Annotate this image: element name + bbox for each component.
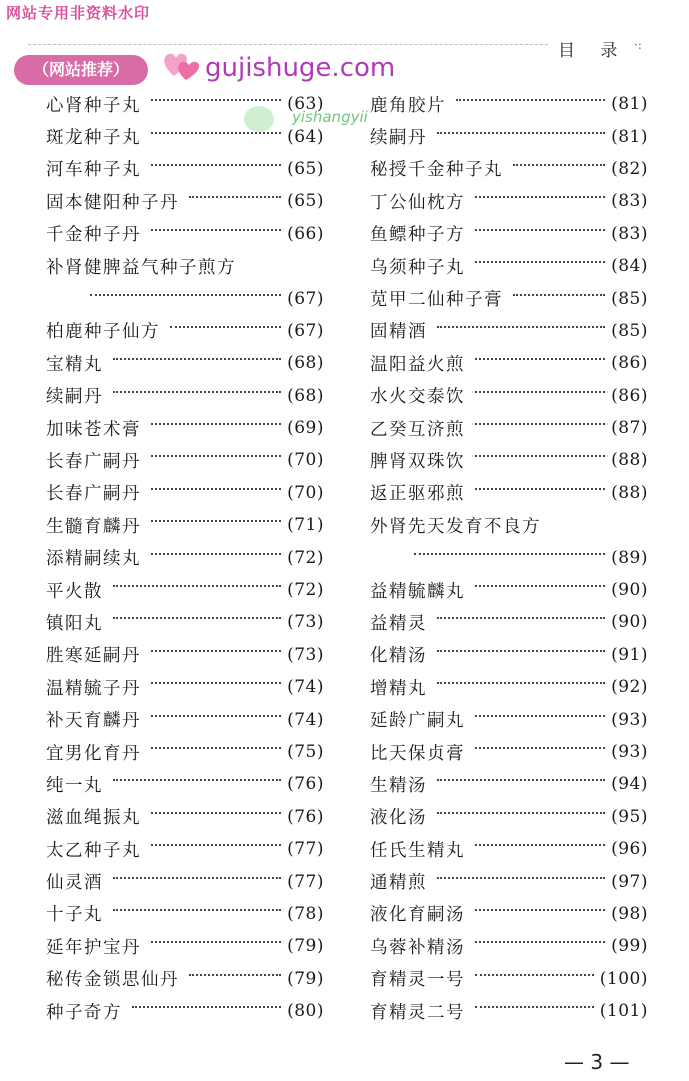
watermark-sub: yishangyii — [292, 108, 368, 126]
dot-leader — [113, 877, 281, 879]
toc-entry-title: 化精汤 — [370, 646, 427, 667]
dot-leader — [437, 326, 605, 328]
toc-entry-page: (95) — [611, 806, 648, 827]
toc-entry-title: 温阳益火煎 — [370, 354, 465, 375]
toc-entry — [46, 541, 324, 573]
toc-entry-page: (63) — [287, 94, 324, 115]
toc-entry-page: (82) — [611, 158, 648, 179]
toc-entry-title: 液化汤 — [370, 808, 427, 829]
toc-entry-title: 温精毓子丹 — [46, 678, 141, 699]
toc-entry-page: (77) — [287, 871, 324, 892]
toc-entry — [46, 801, 324, 833]
toc-entry-page: (78) — [287, 903, 324, 924]
toc-entry-title: 任氏生精丸 — [370, 840, 465, 861]
toc-entry-page: (73) — [287, 612, 324, 633]
toc-entry-title: 外肾先天发育不良方 — [370, 516, 541, 537]
dot-leader — [437, 132, 605, 134]
toc-entry-page: (84) — [611, 256, 648, 277]
dot-leader — [475, 358, 605, 360]
dot-leader — [475, 455, 605, 457]
toc-entry-page: (66) — [287, 223, 324, 244]
toc-entry-page: (76) — [287, 806, 324, 827]
toc-entry-page: (90) — [611, 612, 648, 633]
toc-entry-page: (83) — [611, 191, 648, 212]
dot-leader — [90, 294, 281, 296]
dot-leader — [437, 650, 605, 652]
toc-entry — [46, 898, 324, 930]
toc-entry-title: 鹿角胶片 — [370, 95, 446, 116]
toc-entry — [370, 412, 648, 444]
toc-entry — [46, 315, 324, 347]
dot-leader — [151, 488, 281, 490]
toc-entry-title: 通精煎 — [370, 873, 427, 894]
toc-entry — [46, 88, 324, 120]
toc-entry-title: 生髓育麟丹 — [46, 516, 141, 537]
toc-entry-page: (94) — [611, 774, 648, 795]
dot-leader — [151, 229, 281, 231]
toc-entry — [46, 963, 324, 995]
toc-entry-title: 益精灵 — [370, 613, 427, 634]
toc-entry — [46, 444, 324, 476]
toc-entry-title: 宜男化育丹 — [46, 743, 141, 764]
toc-entry-page: (93) — [611, 742, 648, 762]
toc-entry — [370, 671, 648, 703]
dot-leader — [151, 132, 281, 134]
toc-entry — [370, 995, 648, 1027]
toc-entry — [46, 574, 324, 606]
toc-entry-page: (65) — [287, 191, 324, 212]
toc-entry-page: (73) — [287, 644, 324, 665]
toc-entry — [370, 930, 648, 962]
watermark-site: gujishuge.com — [205, 53, 396, 83]
watermark-text: 网站专用非资料水印 — [6, 4, 151, 22]
toc-entry-title: 河车种子丸 — [46, 160, 141, 181]
toc-entry-title: 比天保贞膏 — [370, 743, 465, 764]
toc-entry-title: 千金种子丹 — [46, 225, 141, 246]
toc-entry — [370, 736, 648, 768]
dot-leader — [437, 812, 605, 814]
dot-leader — [151, 164, 281, 166]
toc-entry-page: (65) — [287, 158, 324, 179]
toc-entry — [46, 250, 324, 282]
toc-entry — [370, 282, 648, 314]
toc-entry — [46, 995, 324, 1027]
toc-entry-page: (69) — [287, 418, 324, 439]
dot-leader — [437, 877, 605, 879]
toc-entry-page: (88) — [611, 450, 648, 471]
toc-entry-title: 乙癸互济煎 — [370, 419, 465, 440]
toc-entry — [46, 153, 324, 185]
toc-entry-page: (92) — [611, 677, 648, 698]
dot-leader — [437, 779, 605, 781]
toc-entry-title: 益精毓麟丸 — [370, 581, 465, 602]
toc-entry-page: (68) — [287, 385, 324, 406]
dot-leader — [151, 682, 281, 684]
toc-entry-page: (79) — [287, 968, 324, 989]
toc-entry-page: (83) — [611, 223, 648, 244]
toc-entry — [370, 898, 648, 930]
dot-leader — [513, 294, 605, 296]
toc-entry — [370, 801, 648, 833]
toc-entry-page: (81) — [611, 126, 648, 147]
toc-right-column — [370, 88, 648, 1027]
toc-entry-page: (72) — [287, 547, 324, 568]
dot-leader — [151, 812, 281, 814]
toc-entry — [46, 865, 324, 897]
toc-entry-title: 育精灵一号 — [370, 970, 465, 991]
toc-entry-page: (70) — [287, 482, 324, 503]
dot-leader — [475, 391, 605, 393]
toc-entry — [46, 639, 324, 671]
toc-entry-title: 秘传金锁思仙丹 — [46, 970, 179, 991]
dot-leader — [189, 196, 281, 198]
toc-entry — [370, 185, 648, 217]
toc-entry-page: (99) — [611, 936, 648, 957]
dot-leader — [475, 747, 605, 749]
dot-leader — [475, 261, 605, 263]
dot-leader — [475, 844, 605, 846]
toc-entry — [46, 412, 324, 444]
dot-leader — [151, 941, 281, 943]
page-header-title: 目 录 — [558, 41, 628, 61]
toc-entry-title: 太乙种子丸 — [46, 840, 141, 861]
header-mark: ·: — [634, 38, 642, 52]
toc-entry — [370, 833, 648, 865]
toc-entry-page: (85) — [611, 288, 648, 309]
toc-entry-title: 返正驱邪煎 — [370, 484, 465, 505]
toc-entry — [46, 703, 324, 735]
toc-entry — [370, 606, 648, 638]
dot-leader — [113, 909, 281, 911]
toc-entry-page: (86) — [611, 385, 648, 406]
toc-entry — [370, 218, 648, 250]
toc-entry — [46, 347, 324, 379]
site-recommend-badge: （网站推荐） — [14, 55, 148, 85]
toc-entry — [46, 606, 324, 638]
dot-leader — [113, 391, 281, 393]
toc-entry-page: (71) — [287, 515, 324, 536]
toc-entry-page: (101) — [599, 1001, 648, 1022]
toc-entry-title: 秘授千金种子丸 — [370, 160, 503, 181]
toc-entry-page: (98) — [611, 903, 648, 924]
toc-entry-title: 延年护宝丹 — [46, 937, 141, 958]
toc-entry — [46, 768, 324, 800]
dot-leader — [170, 326, 281, 328]
toc-entry — [46, 833, 324, 865]
dot-leader — [456, 99, 605, 101]
dot-leader — [151, 455, 281, 457]
dot-leader — [513, 164, 605, 166]
toc-entry-title: 增精丸 — [370, 678, 427, 699]
dot-leader — [132, 1006, 281, 1008]
toc-entry-page: (64) — [287, 126, 324, 147]
toc-entry-title: 固精酒 — [370, 322, 427, 343]
toc-entry-title: 种子奇方 — [46, 1002, 122, 1023]
toc-entry — [370, 963, 648, 995]
toc-entry-page: (86) — [611, 353, 648, 374]
toc-entry — [370, 541, 648, 573]
toc-entry — [370, 250, 648, 282]
toc-entry-title: 续嗣丹 — [46, 387, 103, 408]
toc-entry-title: 平火散 — [46, 581, 103, 602]
dot-leader — [151, 650, 281, 652]
toc-entry — [370, 315, 648, 347]
toc-entry-title: 固本健阳种子丹 — [46, 192, 179, 213]
toc-entry — [370, 444, 648, 476]
toc-entry-title: 续嗣丹 — [370, 128, 427, 149]
dot-leader — [113, 617, 281, 619]
toc-entry-title: 鱼鳔种子方 — [370, 225, 465, 246]
toc-entry-title: 生精汤 — [370, 775, 427, 796]
dot-leader — [475, 196, 605, 198]
toc-entry — [46, 736, 324, 768]
dot-leader — [475, 423, 605, 425]
toc-entry-title: 斑龙种子丸 — [46, 128, 141, 149]
toc-entry-title: 丁公仙枕方 — [370, 192, 465, 213]
toc-entry-page: (70) — [287, 450, 324, 471]
toc-entry — [370, 574, 648, 606]
dot-leader — [113, 779, 281, 781]
toc-entry-title: 心肾种子丸 — [46, 95, 141, 116]
dot-leader — [437, 682, 605, 684]
page-number: — 3 — — [564, 1050, 630, 1074]
toc-entry-title: 水火交泰饮 — [370, 387, 465, 408]
toc-entry — [370, 347, 648, 379]
dot-leader — [475, 909, 605, 911]
toc-entry-page: (74) — [287, 677, 324, 698]
toc-entry — [46, 380, 324, 412]
dot-leader — [151, 747, 281, 749]
toc-entry-title: 补肾健脾益气种子煎方 — [46, 257, 236, 278]
toc-entry-title: 胜寒延嗣丹 — [46, 646, 141, 667]
toc-entry — [370, 380, 648, 412]
toc-entry — [46, 671, 324, 703]
toc-entry-title: 添精嗣续丸 — [46, 549, 141, 570]
toc-entry-title: 纯一丸 — [46, 775, 103, 796]
dot-leader — [151, 520, 281, 522]
dot-leader — [475, 1006, 594, 1008]
toc-entry-page: (91) — [611, 644, 648, 665]
dot-leader — [151, 715, 281, 717]
toc-entry-page: (77) — [287, 839, 324, 860]
toc-entry-title: 仙灵酒 — [46, 873, 103, 894]
toc-entry-title: 脾肾双珠饮 — [370, 451, 465, 472]
toc-entry — [46, 477, 324, 509]
dot-leader — [113, 358, 281, 360]
dot-leader — [475, 715, 605, 717]
toc-entry — [370, 639, 648, 671]
toc-entry-page: (90) — [611, 580, 648, 601]
toc-entry-title: 育精灵二号 — [370, 1002, 465, 1023]
toc-entry — [46, 930, 324, 962]
toc-entry-page: (96) — [611, 839, 648, 860]
toc-entry — [370, 153, 648, 185]
toc-entry-page: (100) — [599, 968, 648, 989]
toc-entry — [46, 218, 324, 250]
dot-leader — [151, 844, 281, 846]
toc-entry-page: (87) — [611, 418, 648, 439]
toc-entry — [370, 865, 648, 897]
header-rule — [28, 44, 548, 45]
toc-entry-page: (67) — [287, 288, 324, 309]
dot-leader — [414, 553, 605, 555]
toc-entry — [46, 185, 324, 217]
toc-entry — [46, 120, 324, 152]
toc-left-column — [46, 88, 324, 1027]
dot-leader — [475, 941, 605, 943]
toc-entry-page: (93) — [611, 709, 648, 730]
toc-entry-page: (88) — [611, 482, 648, 503]
toc-entry-title: 加味苍术膏 — [46, 419, 141, 440]
dot-leader — [437, 617, 605, 619]
toc-entry-page: (67) — [287, 320, 324, 341]
toc-entry-page: (74) — [287, 709, 324, 730]
toc-entry-title: 滋血绳振丸 — [46, 808, 141, 829]
toc-entry — [46, 282, 324, 314]
toc-entry-title: 镇阳丸 — [46, 613, 103, 634]
toc-entry-title: 液化育嗣汤 — [370, 905, 465, 926]
dot-leader — [113, 585, 281, 587]
toc-entry — [370, 88, 648, 120]
toc-entry-page: (97) — [611, 871, 648, 892]
toc-entry-page: (76) — [287, 774, 324, 795]
toc-entry-title: 乌须种子丸 — [370, 257, 465, 278]
toc-entry-title: 长春广嗣丹 — [46, 484, 141, 505]
toc-entry — [370, 703, 648, 735]
toc-entry-title: 宝精丸 — [46, 354, 103, 375]
dot-leader — [475, 585, 605, 587]
toc-entry-title: 乌蓉补精汤 — [370, 937, 465, 958]
toc-entry-page: (68) — [287, 353, 324, 374]
toc-entry-title: 延龄广嗣丸 — [370, 711, 465, 732]
toc-entry-title: 苋甲二仙种子膏 — [370, 290, 503, 311]
dot-leader — [475, 488, 605, 490]
toc-entry — [370, 768, 648, 800]
hearts-icon — [160, 46, 204, 86]
dot-leader — [475, 974, 594, 976]
toc-entry-page: (81) — [611, 94, 648, 115]
toc-entry — [370, 120, 648, 152]
toc-entry-page: (89) — [611, 547, 648, 568]
dot-leader — [189, 974, 281, 976]
toc-entry-page: (80) — [287, 1001, 324, 1022]
toc-entry — [370, 509, 648, 541]
toc-entry-title: 补天育麟丹 — [46, 711, 141, 732]
toc-entry-page: (72) — [287, 580, 324, 601]
toc-entry-page: (85) — [611, 320, 648, 341]
toc-entry-title: 长春广嗣丹 — [46, 451, 141, 472]
toc-entry-page: (79) — [287, 936, 324, 957]
toc-entry-title: 柏鹿种子仙方 — [46, 322, 160, 343]
dot-leader — [151, 553, 281, 555]
dot-leader — [151, 99, 281, 101]
toc-entry — [46, 509, 324, 541]
toc-entry-title: 十子丸 — [46, 905, 103, 926]
toc-entry-page: (75) — [287, 742, 324, 762]
toc-entry — [370, 477, 648, 509]
dot-leader — [475, 229, 605, 231]
dot-leader — [151, 423, 281, 425]
